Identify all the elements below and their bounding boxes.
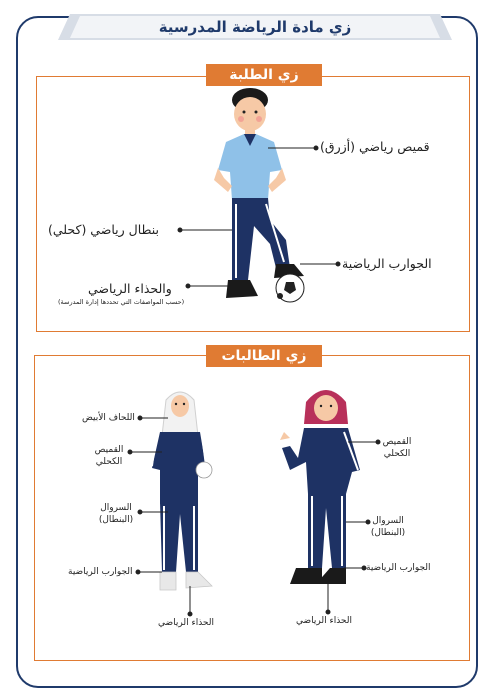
boy-pants-label: بنطال رياضي (كحلي) bbox=[48, 222, 160, 237]
girl-left-pants-line2: (البنطال) bbox=[98, 515, 134, 525]
girl-left-shirt-line2: الكحلي bbox=[95, 457, 123, 467]
girl-right-socks-label: الجوارب الرياضية bbox=[366, 563, 431, 573]
girls-section-title: زي الطالبات bbox=[206, 345, 322, 367]
boy-socks-label: الجوارب الرياضية bbox=[342, 256, 432, 271]
boy-shoes-label: والحذاء الرياضي bbox=[88, 281, 172, 296]
girl-right-shirt-line1: القميص bbox=[382, 437, 412, 447]
boy-shirt-label: قميص رياضي (أزرق) bbox=[320, 139, 430, 154]
girl-left-socks-label: الجوارب الرياضية bbox=[68, 567, 133, 577]
boys-section-title: زي الطلبة bbox=[206, 64, 322, 86]
page-title: زي مادة الرياضة المدرسية bbox=[158, 18, 352, 36]
girl-right-pants-line1: السروال bbox=[372, 516, 404, 526]
girl-right-pants-line2: (البنطال) bbox=[370, 528, 406, 538]
boy-shoes-note: (حسب المواصفات التي تحددها إدارة المدرسة) bbox=[58, 298, 185, 306]
girl-left-pants-line1: السروال bbox=[100, 503, 132, 513]
girl-right-shoes-label: الحذاء الرياضي bbox=[296, 616, 352, 626]
girl-left-shirt-line1: القميص bbox=[94, 445, 124, 455]
girl-left-shoes-label: الحذاء الرياضي bbox=[158, 618, 214, 628]
girl-left-scarf-label: اللحاف الأبيض bbox=[82, 413, 135, 423]
girl-right-shirt-line2: الكحلي bbox=[383, 449, 411, 459]
